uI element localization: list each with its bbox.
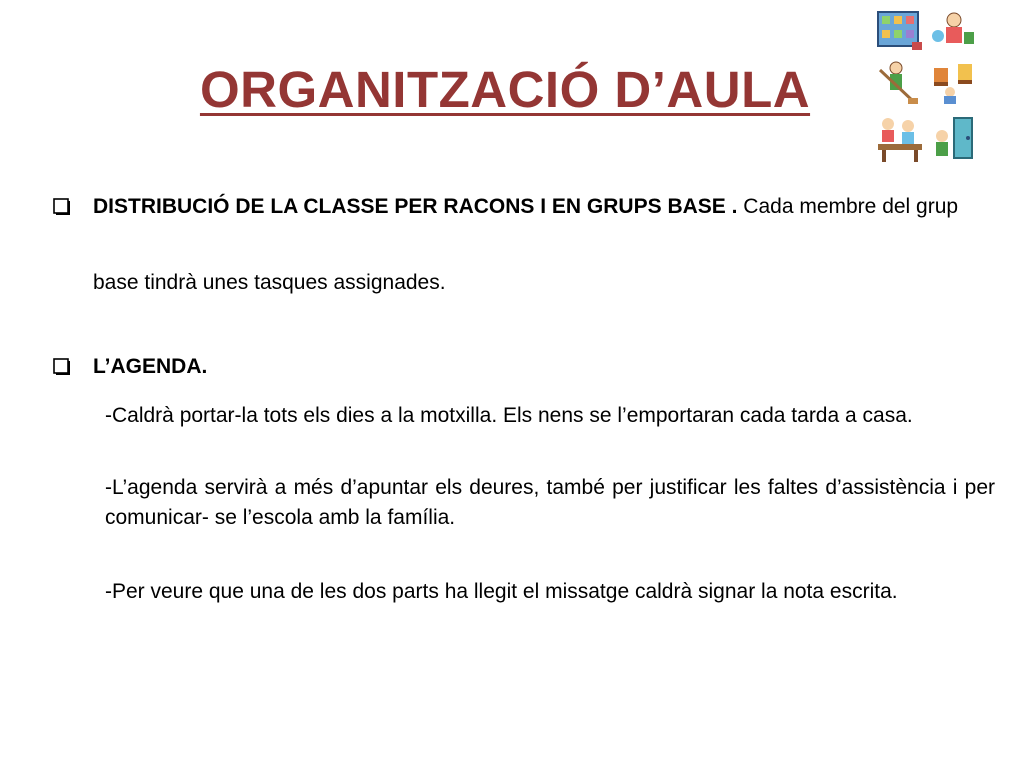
classroom-door-icon (936, 118, 972, 158)
bullet-distribucio-continuation: base tindrà unes tasques assignades. (93, 271, 446, 294)
agenda-paragraph-2: -L’agenda servirà a més d’apuntar els deures, també per justificar les faltes d’assistència i per comunicar- se l’escola amb la família. (105, 476, 995, 529)
bullet-distribucio-text: Cada membre del grup (737, 195, 959, 218)
bullet-agenda-heading: L’AGENDA. (93, 355, 208, 378)
children-at-table-icon (878, 118, 922, 162)
agenda-paragraph-3: -Per veure que una de les dos parts ha llegit el missatge caldrà signar la nota escrita. (105, 580, 898, 603)
bullet-distribucio-heading: DISTRIBUCIÓ DE LA CLASSE PER RACONS I EN GRUPS BASE . (93, 195, 738, 218)
classroom-chairs-icon (934, 64, 972, 104)
hollow-square-bullet-icon (52, 355, 74, 377)
child-watering-plant-icon (932, 13, 974, 44)
agenda-paragraph-1: -Caldrà portar-la tots els dies a la motxilla. Els nens se l’emportaran cada tarda a casa. (105, 404, 913, 427)
classroom-clipart-icon (874, 6, 982, 166)
classroom-board-icon (878, 12, 922, 50)
hollow-square-bullet-icon (52, 195, 74, 217)
child-sweeping-icon (880, 62, 918, 104)
slide-title: ORGANITZACIÓ D’AULA (199, 61, 811, 118)
bullet-distribucio (93, 192, 993, 222)
